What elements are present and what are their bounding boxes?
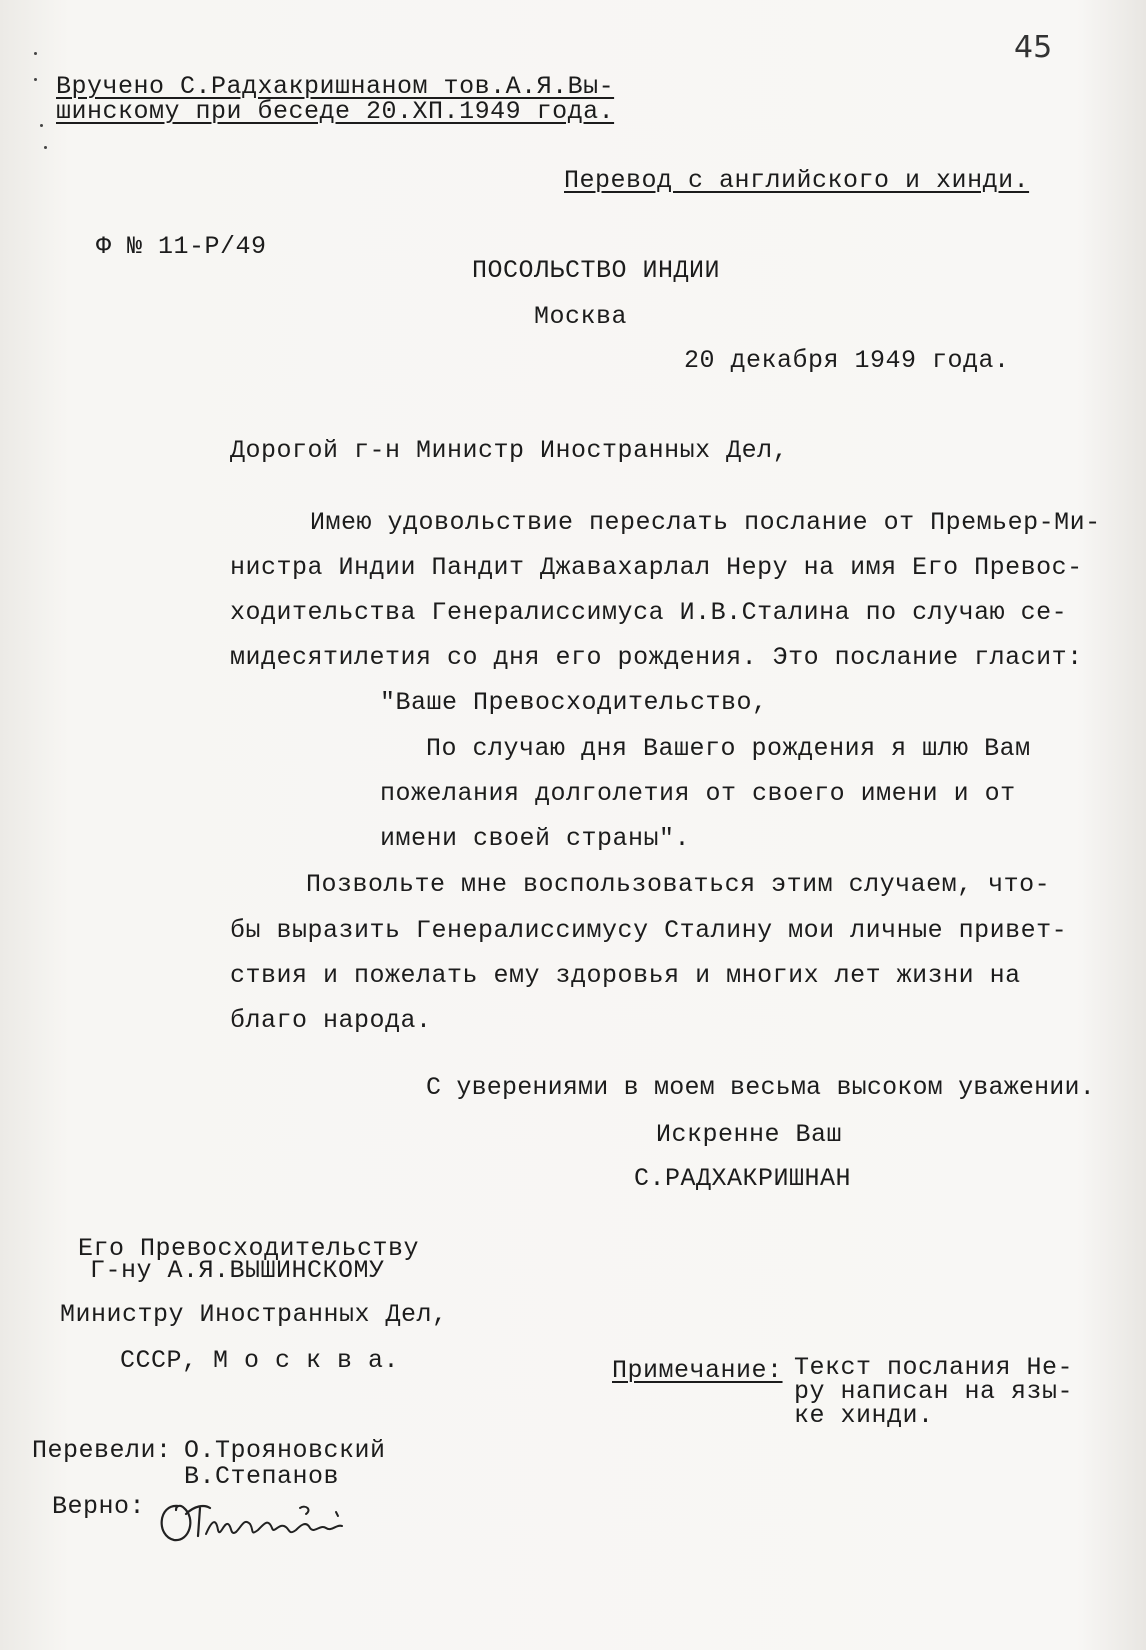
quote-line: По случаю дня Вашего рождения я шлю Вам	[426, 734, 1031, 763]
remark-line: ру написан на язы-	[794, 1377, 1074, 1406]
signatory-name: С.РАДХАКРИШНАН	[634, 1164, 852, 1193]
remark-line: ке хинди.	[794, 1401, 934, 1430]
paragraph2-line: благо народа.	[230, 1006, 432, 1035]
paragraph1-line: Имею удовольствие переслать послание от Премьер-Ми-	[310, 508, 1101, 537]
addressee-line3: Министру Иностранных Дел,	[60, 1300, 448, 1329]
paragraph1-line: нистра Индии Пандит Джавахарлал Неру на имя Его Превос-	[230, 553, 1083, 582]
salutation: Дорогой г-н Министр Иностранных Дел,	[230, 436, 789, 465]
addressee-line4: СССР, М о с к в а.	[120, 1346, 400, 1375]
paragraph1-line: мидесятилетия со дня его рождения. Это послание гласит:	[230, 643, 1083, 672]
reference-number: Ф № 11-Р/49	[96, 232, 267, 261]
handwritten-signature	[150, 1484, 370, 1554]
paragraph2-line: ствия и пожелать ему здоровья и многих лет жизни на	[230, 961, 1021, 990]
closing-assurance: С уверениями в моем весьма высоком уважении.	[426, 1073, 1095, 1102]
handed-note-line2: шинскому при беседе 20.ХП.1949 года.	[56, 97, 615, 126]
sheet-number: 45	[1014, 30, 1053, 65]
letter-date: 20 декабря 1949 года.	[684, 346, 1010, 375]
letterhead-org: ПОСОЛЬСТВО ИНДИИ	[472, 256, 721, 285]
quote-greeting: "Ваше Превосходительство,	[380, 688, 768, 717]
remark-label: Примечание:	[612, 1356, 783, 1385]
handed-note-line1: Вручено С.Радхакришнаном тов.А.Я.Вы-	[56, 72, 615, 101]
addressee-line2: Г-ну А.Я.ВЫШИНСКОМУ	[90, 1256, 385, 1285]
paragraph2-line: Позвольте мне воспользоваться этим случаем, что-	[306, 870, 1051, 899]
translator-name-1: О.Трояновский	[184, 1436, 386, 1465]
quote-line: имени своей страны".	[380, 824, 691, 853]
paragraph1-line: ходительства Генералиссимуса И.В.Сталина по случаю се-	[230, 598, 1068, 627]
remark-line: Текст послания Не-	[794, 1353, 1074, 1382]
addressee-line1: Его Превосходительству	[78, 1234, 420, 1263]
translators-label: Перевели:	[32, 1436, 172, 1465]
translation-note: Перевод с английского и хинди.	[564, 166, 1030, 195]
letterhead-city: Москва	[534, 302, 628, 331]
certified-label: Верно:	[52, 1492, 146, 1521]
paragraph2-line: бы выразить Генералиссимусу Сталину мои личные привет-	[230, 916, 1068, 945]
translator-name-2: В.Степанов	[184, 1462, 340, 1491]
closing-sincerely: Искренне Ваш	[656, 1120, 843, 1149]
quote-line: пожелания долголетия от своего имени и от	[380, 779, 1016, 808]
